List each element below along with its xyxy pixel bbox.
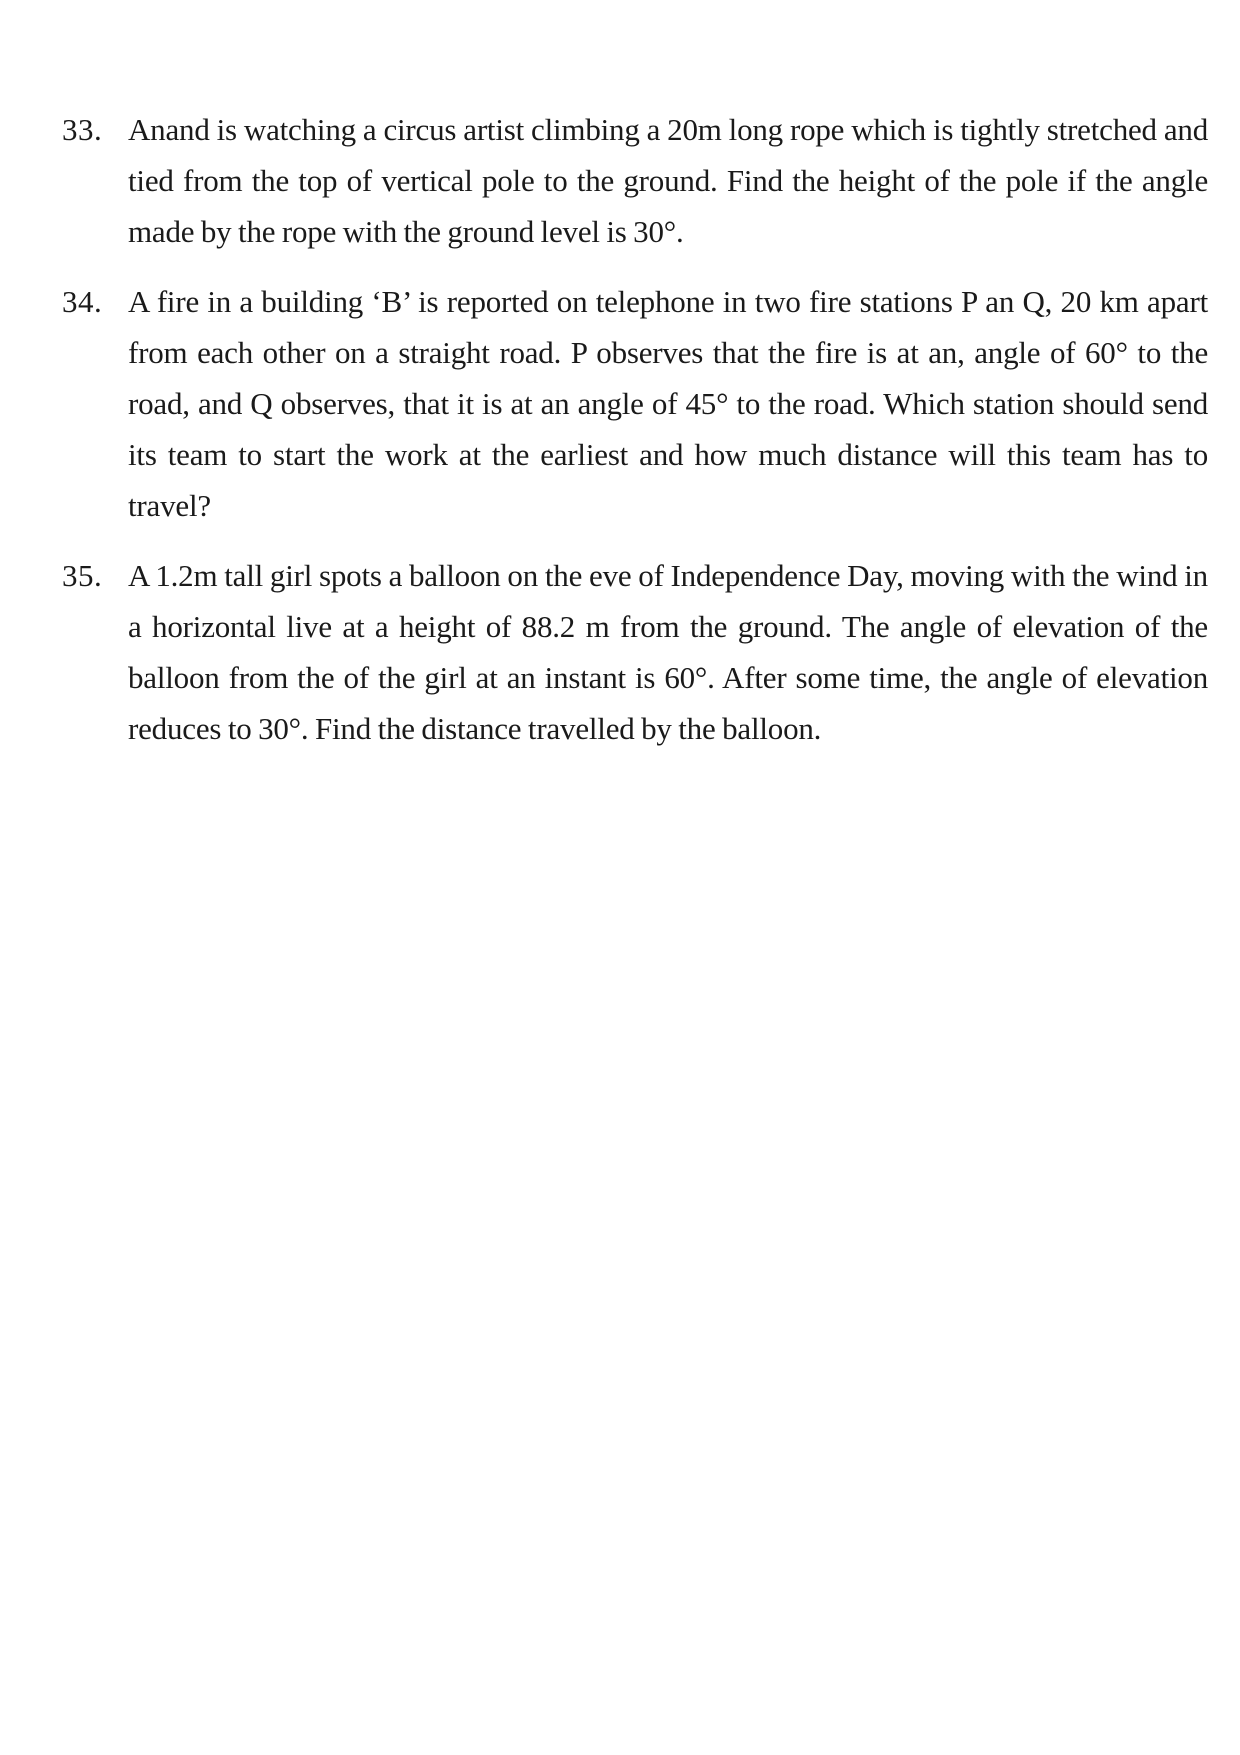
question-number: 33. [62,112,103,147]
question-number: 35. [62,558,103,593]
question-text: A 1.2m tall girl spots a balloon on the eve of Independence Day, moving with the wind in a horizontal live at a height of 88.2 m from the ground. The angle of elevation of the balloon from the of the girl at an instant is 60°. After some time, the angle of elevation reduces to 30°. Find the distance travelled by the balloon. [128,558,1208,746]
question-text: A fire in a building ‘B’ is reported on telephone in two fire stations P an Q, 20 km apart from each other on a straight road. P observes that the fire is at an, angle of 60° to the road, and Q observes, that it is at an angle of 45° to the road. Which station should send its team to start the work at the earliest and how much distance will this team has to travel? [128,284,1208,523]
question-text: Anand is watching a circus artist climbing a 20m long rope which is tightly stretched and tied from the top of vertical pole to the ground. Find the height of the pole if the angle made by the rope with the ground level is 30°. [128,112,1208,249]
question-number: 34. [62,284,103,319]
